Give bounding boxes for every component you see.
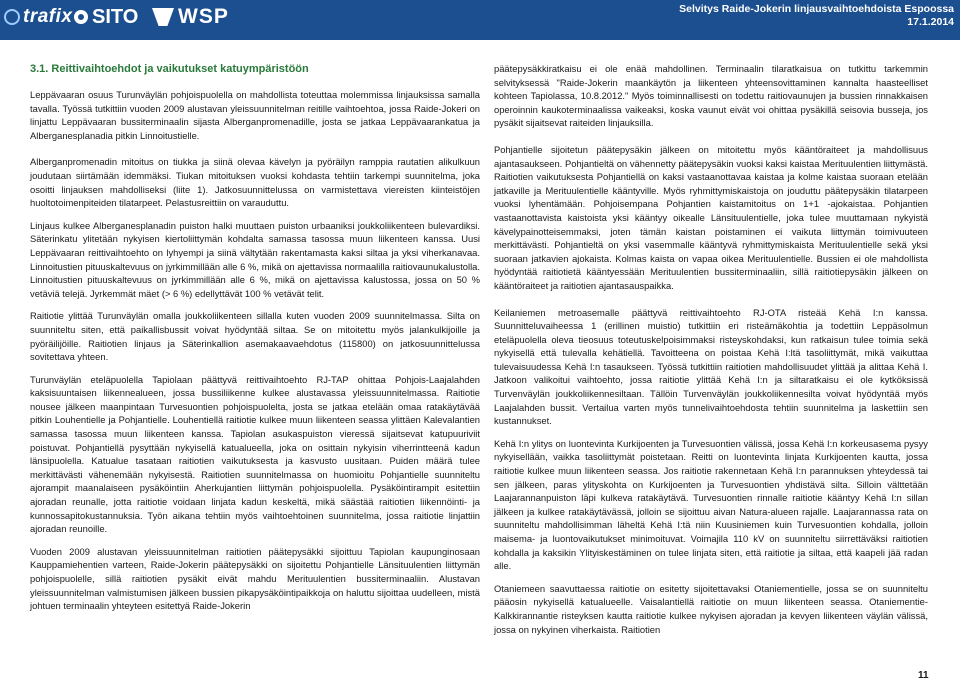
trafix-logo-icon — [4, 9, 20, 25]
paragraph: Linjaus kulkee Alberganesplanadin puiston halki muuttaen puiston urbaaniksi joukkoliikenteen bulevardiksi. Säterinkatu ylitetään nykyisen kiertoliittymän kohdalta samassa tasossa muun liikenteen kanssa. Uusi Leppävaaran reittivaihtoehto on lyhyempi ja siinä vältytään rakentamasta kaksi siltaa ja yksi viherkanavaa. Linnoitustien pituuskaltevuus on jyrkimmillään alle 6 %, mikä on ajettavissa normaalilla raitiovaunukalustolla. Linnoitustien pituuskaltevuus on jyrkimmillään alle 6 %, mikä on ajettavissa kalustossa, jossa on 50 % vetäviä telejä. Jyrkemmät mäet (> 6 %) edellyttävät 100 % vetävät telit. — [30, 219, 480, 299]
report-title — [679, 3, 954, 29]
paragraph: Leppävaaran osuus Turunväylän pohjoispuolella on mahdollista toteuttaa molemmissa linjauksissa samalla tavalla. Työssä tutkittiin vuoden 2009 alustavan yleissuunnitelman reitille vaihtoehtoa, jossa Raide-Jokeri on linjattu Leppävaaran bussiterminaalin sijasta Alberganpromenadille, josta se jatkaa Leppävaarankatua ja Alberganesplanadia pitkin Linnoitustielle. — [30, 89, 480, 141]
page-number: 11 — [918, 670, 929, 681]
section-title: 3.1. Reittivaihtoehdot ja vaikutukset katuympäristöön — [30, 63, 309, 75]
paragraph: Keilaniemen metroasemalle päättyvä reittivaihtoehto RJ-OTA risteää Kehä I:n kanssa. Suunnitteluvaiheessa 1 (erillinen muistio) tutkittiin eri risteämäkohtia ja todettiin Leppäsolmun eteläpuolella oleva tieosuus toteutuskelpoisimmaksi risteyskohdaksi, kun ratkaisun tulee toimia sekä nykyisellä että tulevalla kehätiellä. Tavoitteena on poistaa Kehä I:ltä tasoliittymät, mikä vaikuttaa tulevaisuudessa Kehä I:n tasaukseen. Työssä tutkittiin raitiotien mahdollisuudet ylittää ja alittaa Kehä I. Jatkoon valikoitui vaihtoehto, jossa raitiotie ylittää Kehä I:n ja siltaratkaisu ei ole kytköksissä Turvenväylän joukkoliikennesiltaan. Tällöin Turvenväylän joukkoliikennesilta voivat hyödyntää myös Laajalahden bussit. Vertailua varten myös tunnelivaihtoehdosta tehtiin suunnitelma ja laskettiin sen kustannukset. — [494, 306, 928, 427]
paragraph: Vuoden 2009 alustavan yleissuunnitelman raitiotien päätepysäkki sijoittuu Tapiolan kaupunginosaan Kauppamiehentien varteen, Raide-Jokerin päätepysäkki on sijoitettu Pohjantielle Länsituulentien liittymän pohjoispuolelle, sillä raitiotien pysäkit eivät mahdu Merituulentien bussiterminaaliin. Alustavan yleissuunnitelman valmistumisen jälkeen bussien pikapysäköintipaikkoja on haluttu sijoittaa uudelleen, mistä johtuen terminaalin yhteyteen esitettyä Raide-Jokerin — [30, 545, 480, 612]
paragraph: Otaniemeen saavuttaessa raitiotie on esitetty sijoitettavaksi Otaniementielle, jossa se on suunniteltu pääosin nykyisellä katualueelle. Vaisalantiellä raitiotie on muun liikenteen seassa. Otaniementie-Kalkkirannantie risteyksen kautta raitiotie kulkee nykyisen ajoradan ja kevyen liikenteen väylän välissä, jossa on nykyinen viherkaista. Raitiotien — [494, 582, 928, 635]
document-header — [0, 0, 960, 40]
paragraph: Raitiotie ylittää Turunväylän omalla joukkoliikenteen sillalla kuten vuoden 2009 suunnitelmassa. Silta on suunniteltu siten, että paikallisbussit voivat hyödyntää siltaa. Se on mitoitettu myös jalankulkijoille ja pyöräilijöille. Raitiotien linjaus ja Säterinkallion asemakaavaehdotus (115800) on jatkosuunnittelussa sovitettava yhteen. — [30, 310, 480, 363]
right-column — [494, 62, 928, 645]
paragraph: Turunväylän eteläpuolella Tapiolaan päättyvä reittivaihtoehto RJ-TAP ohittaa Pohjois-Laajalahden kaksisuuntaisen liikennealueen, jossa bussiliikenne kulkee alustavassa yleissuunnitelmassa. Raitiotie nousee jälkeen maanpintaan Turvesuontien pohjoispuolelta, josta se jatkaa etelään omaa ratakäytävää pitkin Louhentielle ja Pohjantielle. Louhentiellä raitiotie kulkee muun liikenteen seassa ylittäen Kalevalantien samassa tasossa muun liikenteen kanssa. Tapiolan asukaspuiston vieressä sijaitsevat katupuuriviit poistuvat. Pohjantiellä pysyttään nykyisellä katualueella, joka on osittain nykyisin viherrintteenä kadun länsipuolella. Katualue tasataan raitiotien vaikutuksesta ja kasvusto uusitaan. Puiden määrä tulee merkittävästi vähenemään nykyisestä. Raitiotien suunnitelmassa on huomioitu Pohjantielle suunniteltu ajorampit maanalaiseen pysäköintiin Aherkujantien liittymän pohjoispuolella. Pysäköintirampit esitettiin ajoradan reunalle, jotta raitiotie voidaan linjata kadun keskeltä, mikä säästää raitiotien liikennöinti- ja kunnossapitokustannuksia. Työn aikana tehtiin myös vaihtoehtoinen suunnitelma, jossa raitiotie linjattiin ajoradan reunoille. — [30, 373, 480, 535]
report-date: 17.1.2014 — [907, 16, 954, 28]
wsp-logo: WSP — [152, 4, 229, 30]
paragraph: päätepysäkkiratkaisu ei ole enää mahdollinen. Terminaalin tilaratkaisua on tutkittu tarkemmin selvityksessä "Raide-Jokerin maankäytön ja liikenteen yhteensovittaminen kannalta haasteelliset kohteen Tapiolassa, 10.8.2012." Myös toiminnallisesti on todettu raitiovaunujen ja bussien rinnakkaisen operoinnin kaukoterminaalissa vaikeaksi, koska vaunut eivät voi ohittaa pysäkillä seisovia busseja, jos pysäkit sijaitsevat raiteiden linjauksilla. — [494, 63, 928, 129]
paragraph: Alberganpromenadin mitoitus on tiukka ja siinä olevaa kävelyn ja pyöräilyn ramppia rautatien alikulkuun joudutaan siirtämään idemmäksi. Tiukan mitoituksen vuoksi kohdasta tehtiin tarkempi suunnitelma, joka osoitti linjauksen mahdolliseksi (liite 1). Jatkosuunnittelussa on varmistettava viereisten kiinteistöjen huoltotoimenpiteiden tilatarpeet. Pelastusreittiin on varauduttu. — [30, 156, 480, 209]
paragraph: Pohjantielle sijoitetun päätepysäkin jälkeen on mitoitettu myös kääntöraiteet ja mahdollisuus ajantasaukseen. Pohjantieltä on vähennetty päätepysäkin vuoksi kaksi kaistaa Merituulentien liittymästä. Raitiotien vaikutuksesta Pohjantiellä on kaksi vastaanottavaa kaistaa ja kolme kaistaa suoraan etelään jatkaville ja Merituulentielle kääntyville. Myös ryhmittymiskaistoja on jouduttu päätepysäkin tilatarpeen vuoksi lyhentämään. Pohjoisempana Pohjantien kaistamitoitus on 1+1 -ajokaistaa. Pohjantien vastaanottavista kaistoista yksi kääntyy oikealle Länsituulentielle, joka tulee muuttamaan nykyistä kävelypainotteisemmaksi, joten tämän kaistan poistaminen ei vaikuta liittymän toimivuuteen merkittävästi. Pohjantieltä on yksi vasemmalle kääntyvä ryhmittymiskaista Merituulentielle sekä yksi suoraan jatkavien ajokaista. Kolmas kaista on vapaa oikea Merituulentielle. Bussien ei ole mahdollista hyödyntää raitiotietä kääntyessään Merituulentien bussiterminaaliin, sillä raitiotiepysäkin jälkeen on kääntöraiteet ja raitiotien ajantasauspaikka. — [494, 143, 928, 291]
sito-logo: SITO — [74, 4, 138, 30]
left-column — [30, 62, 480, 622]
paragraph: Kehä I:n ylitys on luontevinta Kurkijoenten ja Turvesuontien välissä, jossa Kehä I:n korkeusasema pysyy nykyisellään, vaikka tasoliittymät poistetaan. Reitti on luontevinta linjata Kurkijoenten kautta, jossa raitiotie kulkee muun liikenteen seassa. Jos raitiotie rakennetaan Kehä I:n parannuksen yhteydessä tai sen jälkeen, paras ylityskohta on Kurkijoenten ja Turvesuontien yhdistävä silta. Silloin välttetään Laajarannanpuiston läpi kulkeva ratakäytävä. Turvesuontien rinnalle raitiotie kääntyy Kehä I:n sillan jälkeen ja kulkee ratakäytävässä, jolloin se sijoittuu aivan Natura-alueen rajalle. Laajarannassa rata on suunniteltu mahdollisimman läheltä Kehä I:tä niin Kuusiniemen kuin Turvesuontien kohdalla, jolloin maisema- ja luontovaikutukset minimoituvat. Voimajila 110 kV on suunniteltu siirrettäväksi raitiotien kohdalla ja kaksikin Ylityiskestäminen on tulee linjata siten, että raitiotie ja siltaa, että kaapeli jää radan alle. — [494, 437, 928, 572]
sito-logo-icon — [74, 10, 88, 24]
report-title-text: Selvitys Raide-Jokerin linjausvaihtoehdoista Espoossa — [679, 3, 954, 15]
trafix-logo: trafix — [4, 4, 72, 30]
wsp-logo-icon — [152, 8, 174, 26]
